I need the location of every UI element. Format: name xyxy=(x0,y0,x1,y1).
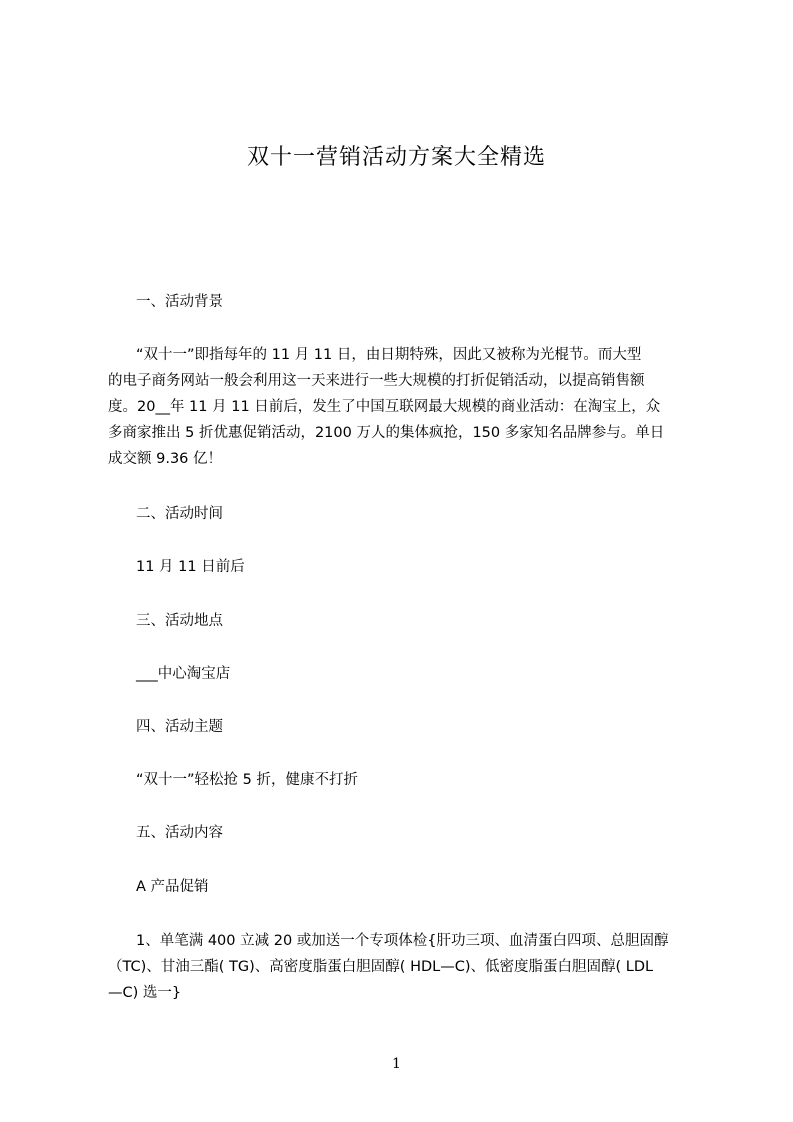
paragraph-line: 多商家推出 5 折优惠促销活动，2100 万人的集体疯抢，150 多家知名品牌参与。单日 xyxy=(108,425,665,441)
section-text-time: 11 月 11 日前后 xyxy=(136,559,245,575)
subsection-heading-promotion: A 产品促销 xyxy=(136,879,209,895)
page-number: 1 xyxy=(392,1056,401,1072)
list-item-line: —C) 选一} xyxy=(108,985,182,1001)
section-heading-background: 一、活动背景 xyxy=(136,294,223,310)
paragraph-line: “双十一”即指每年的 11 月 11 日，由日期特殊，因此又被称为光棍节。而大型 xyxy=(136,347,642,363)
section-heading-time: 二、活动时间 xyxy=(136,506,223,522)
paragraph-line: 度。20__年 11 月 11 日前后，发生了中国互联网最大规模的商业活动：在淘宝上，众 xyxy=(108,399,661,415)
section-heading-content: 五、活动内容 xyxy=(136,825,223,841)
section-text-theme: “双十一”轻松抢 5 折，健康不打折 xyxy=(136,772,358,788)
list-item-line: （TC)、甘油三酯( TG)、高密度脂蛋白胆固醇( HDL—C)、低密度脂蛋白胆固醇( LDL xyxy=(108,959,654,975)
section-heading-theme: 四、活动主题 xyxy=(136,719,223,735)
paragraph-line: 成交额 9.36 亿！ xyxy=(108,451,223,467)
document-title: 双十一营销活动方案大全精选 xyxy=(246,145,546,170)
list-item-line: 1、单笔满 400 立减 20 或加送一个专项体检{肝功三项、血清蛋白四项、总胆固醇 xyxy=(136,933,669,949)
section-text-location: ___中心淘宝店 xyxy=(136,666,231,682)
section-heading-location: 三、活动地点 xyxy=(136,613,223,629)
paragraph-line: 的电子商务网站一般会利用这一天来进行一些大规模的打折促销活动，以提高销售额 xyxy=(108,373,645,389)
